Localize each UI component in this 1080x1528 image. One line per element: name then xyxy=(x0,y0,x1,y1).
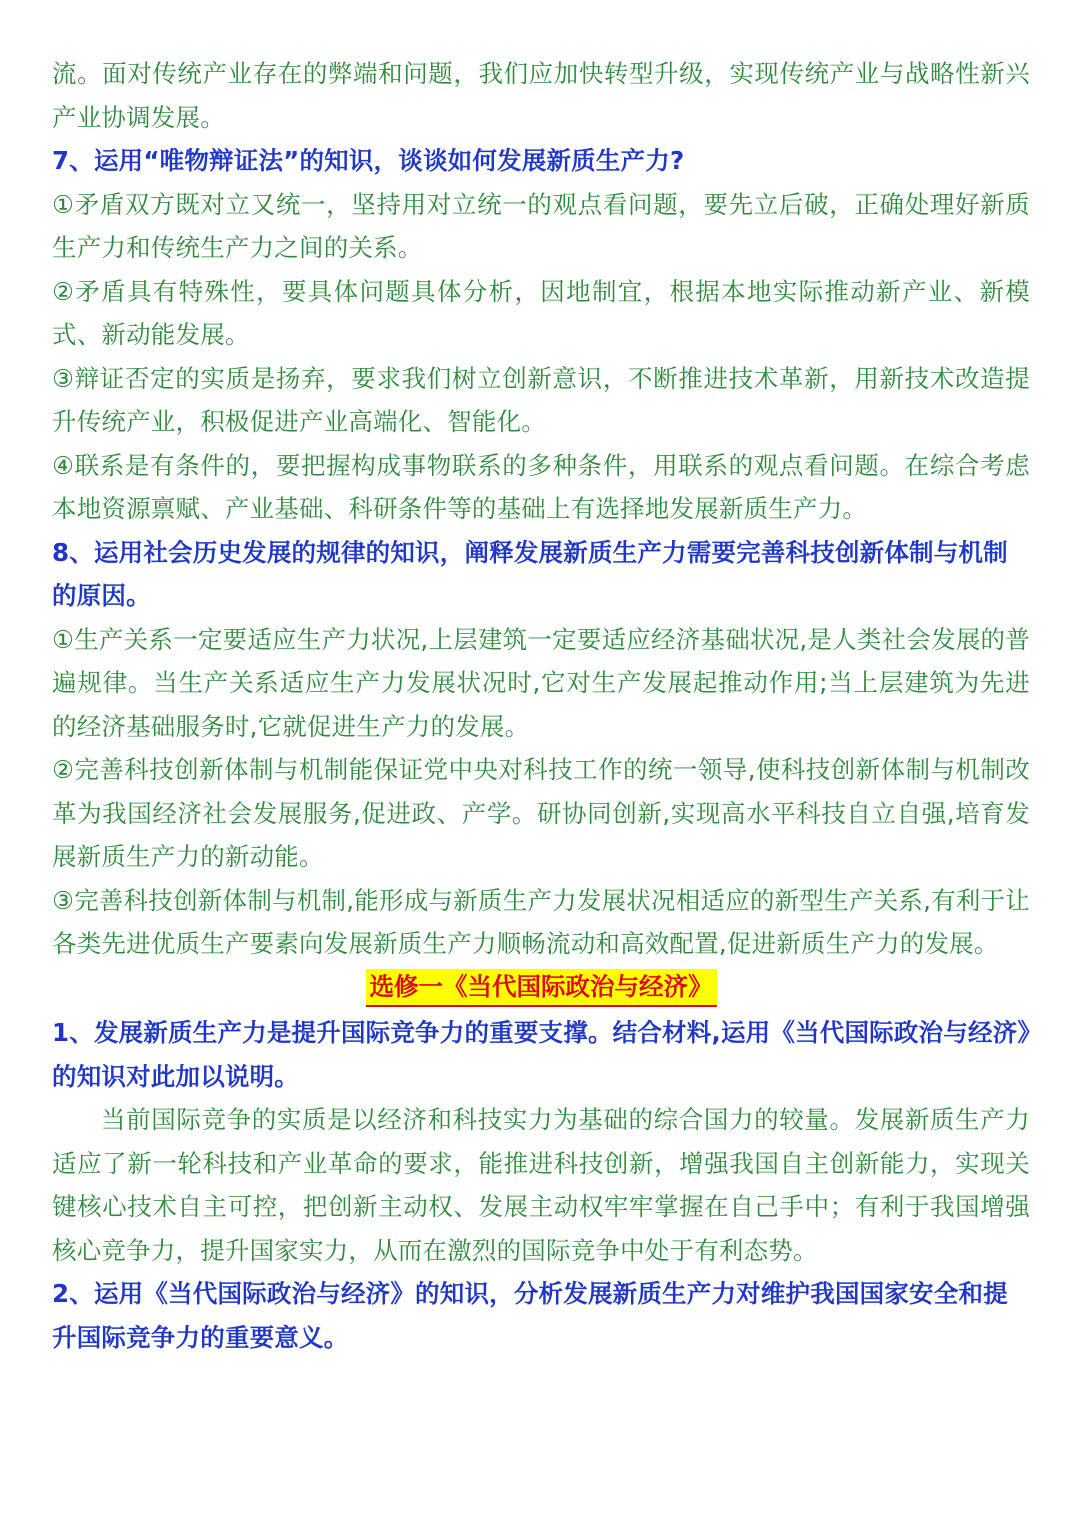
answer-8-point-2: ②完善科技创新体制与机制能保证党中央对科技工作的统一领导,使科技创新体制与机制改革为我国经济社会发展服务,促进政、产学。研协同创新,实现高水平科技自立自强,培育发展新质生产力的新动能。 xyxy=(52,755,1030,871)
answer-8-point-3: ③完善科技创新体制与机制,能形成与新质生产力发展状况相适应的新型生产关系,有利于让各类先进优质生产要素向发展新质生产力顺畅流动和高效配置,促进新质生产力的发展。 xyxy=(52,885,1030,958)
answer-8-point-1: ①生产关系一定要适应生产力状况,上层建筑一定要适应经济基础状况,是人类社会发展的普遍规律。当生产关系适应生产力发展状况时,它对生产发展起推动作用;当上层建筑为先进的经济基础服务时,它就促进生产力的发展。 xyxy=(52,624,1030,741)
elective-answer-1: 当前国际竞争的实质是以经济和科技实力为基础的综合国力的较量。发展新质生产力适应了新一轮科技和产业革命的要求，能推进科技创新，增强我国自主创新能力，实现关键核心技术自主可控，把创新主动权、发展主动权牢牢掌握在自己手中；有利于我国增强核心竞争力，提升国家实力，从而在激烈的国际竞争中处于有利态势。 xyxy=(52,1105,1030,1265)
elective-question-2: 2、运用《当代国际政治与经济》的知识，分析发展新质生产力对维护我国国家安全和提升国际竞争力的重要意义。 xyxy=(52,1279,1008,1352)
answer-7-point-4: ④联系是有条件的，要把握构成事物联系的多种条件，用联系的观点看问题。在综合考虑本地资源禀赋、产业基础、科研条件等的基础上有选择地发展新质生产力。 xyxy=(52,450,1030,523)
section-heading xyxy=(52,968,1030,1012)
answer-7-point-1: ①矛盾双方既对立又统一，坚持用对立统一的观点看问题，要先立后破，正确处理好新质生产力和传统生产力之间的关系。 xyxy=(52,189,1030,262)
answer-7-point-3: ③辩证否定的实质是扬弃，要求我们树立创新意识，不断推进技术革新，用新技术改造提升传统产业，积极促进产业高端化、智能化。 xyxy=(52,363,1030,436)
elective-question-1: 1、发展新质生产力是提升国际竞争力的重要支撑。结合材料,运用《当代国际政治与经济》的知识对此加以说明。 xyxy=(52,1018,1030,1091)
section-heading-text: 选修一《当代国际政治与经济》 xyxy=(366,969,717,1007)
paragraph-continuation: 流。面对传统产业存在的弊端和问题，我们应加快转型升级，实现传统产业与战略性新兴产业协调发展。 xyxy=(52,59,1030,132)
question-7: 7、运用“唯物辩证法”的知识，谈谈如何发展新质生产力? xyxy=(52,146,685,175)
question-8: 8、运用社会历史发展的规律的知识，阐释发展新质生产力需要完善科技创新体制与机制的原因。 xyxy=(52,537,1008,610)
answer-7-point-2: ②矛盾具有特殊性，要具体问题具体分析，因地制宜，根据本地实际推动新产业、新模式、新动能发展。 xyxy=(52,276,1030,349)
